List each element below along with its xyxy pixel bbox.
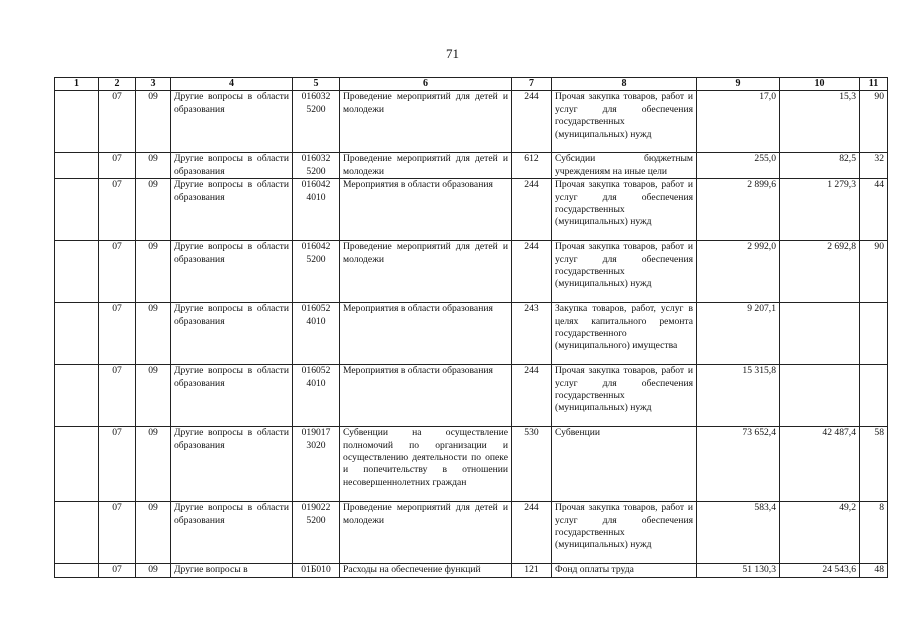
cell-expense-name: Прочая закупка товаров, работ и услуг для обеспечения государственных (муниципальных) нужд <box>552 241 697 303</box>
cell-target-name: Проведение мероприятий для детей и молодежи <box>340 153 512 179</box>
col-header: 2 <box>99 78 136 91</box>
cell-name: Другие вопросы в <box>171 564 293 577</box>
cell-target-code: 016052 4010 <box>293 303 340 365</box>
cell-target-code: 016032 5200 <box>293 153 340 179</box>
col-header: 10 <box>780 78 860 91</box>
col-header: 8 <box>552 78 697 91</box>
cell-target-code: 019017 3020 <box>293 427 340 502</box>
cell-section: 07 <box>99 365 136 427</box>
cell-name: Другие вопросы в области образования <box>171 427 293 502</box>
cell-target-name: Субвенции на осуществление полномочий по организации и осуществлению деятельности по опеке и попечительству в отношении несовершеннолетних граждан <box>340 427 512 502</box>
header-row <box>55 78 888 91</box>
cell-target-code: 016032 5200 <box>293 91 340 153</box>
cell-actual: 24 543,6 <box>780 564 860 577</box>
cell-plan: 15 315,8 <box>697 365 780 427</box>
cell-num <box>55 241 99 303</box>
cell-target-name: Проведение мероприятий для детей и молодежи <box>340 241 512 303</box>
cell-subsection: 09 <box>136 303 171 365</box>
cell-expense-code: 612 <box>512 153 552 179</box>
cell-percent: 44 <box>860 179 888 241</box>
cell-section: 07 <box>99 502 136 564</box>
col-header: 5 <box>293 78 340 91</box>
cell-subsection: 09 <box>136 502 171 564</box>
table-row <box>55 241 888 303</box>
cell-expense-code: 244 <box>512 179 552 241</box>
cell-num <box>55 502 99 564</box>
cell-plan: 2 992,0 <box>697 241 780 303</box>
cell-plan: 73 652,4 <box>697 427 780 502</box>
cell-actual: 2 692,8 <box>780 241 860 303</box>
cell-target-code: 016042 5200 <box>293 241 340 303</box>
cell-expense-name: Прочая закупка товаров, работ и услуг для обеспечения государственных (муниципальных) нужд <box>552 365 697 427</box>
table-row <box>55 427 888 502</box>
cell-plan: 583,4 <box>697 502 780 564</box>
cell-percent: 90 <box>860 91 888 153</box>
col-header: 6 <box>340 78 512 91</box>
cell-actual: 49,2 <box>780 502 860 564</box>
cell-num <box>55 179 99 241</box>
cell-name: Другие вопросы в области образования <box>171 179 293 241</box>
cell-plan: 2 899,6 <box>697 179 780 241</box>
cell-expense-code: 244 <box>512 365 552 427</box>
cell-subsection: 09 <box>136 153 171 179</box>
cell-num <box>55 91 99 153</box>
table-row <box>55 179 888 241</box>
cell-subsection: 09 <box>136 564 171 577</box>
cell-target-name: Расходы на обеспечение функций <box>340 564 512 577</box>
cell-num <box>55 303 99 365</box>
cell-percent: 32 <box>860 153 888 179</box>
cell-section: 07 <box>99 153 136 179</box>
table-row <box>55 303 888 365</box>
cell-target-code: 016052 4010 <box>293 365 340 427</box>
col-header: 7 <box>512 78 552 91</box>
budget-table <box>54 77 888 578</box>
cell-target-code: 016042 4010 <box>293 179 340 241</box>
cell-plan: 51 130,3 <box>697 564 780 577</box>
cell-expense-name: Прочая закупка товаров, работ и услуг для обеспечения государственных (муниципальных) нужд <box>552 502 697 564</box>
cell-num <box>55 153 99 179</box>
cell-expense-name: Субвенции <box>552 427 697 502</box>
cell-expense-code: 244 <box>512 91 552 153</box>
cell-actual: 82,5 <box>780 153 860 179</box>
cell-name: Другие вопросы в области образования <box>171 365 293 427</box>
col-header: 3 <box>136 78 171 91</box>
cell-section: 07 <box>99 303 136 365</box>
cell-section: 07 <box>99 179 136 241</box>
cell-percent <box>860 365 888 427</box>
cell-percent: 58 <box>860 427 888 502</box>
cell-actual: 15,3 <box>780 91 860 153</box>
cell-subsection: 09 <box>136 179 171 241</box>
cell-actual: 1 279,3 <box>780 179 860 241</box>
col-header: 9 <box>697 78 780 91</box>
cell-target-name: Мероприятия в области образования <box>340 365 512 427</box>
cell-plan: 17,0 <box>697 91 780 153</box>
table-row <box>55 365 888 427</box>
cell-percent <box>860 303 888 365</box>
cell-target-name: Проведение мероприятий для детей и молодежи <box>340 91 512 153</box>
cell-plan: 9 207,1 <box>697 303 780 365</box>
cell-percent: 48 <box>860 564 888 577</box>
col-header: 4 <box>171 78 293 91</box>
cell-expense-code: 530 <box>512 427 552 502</box>
cell-actual <box>780 303 860 365</box>
cell-percent: 90 <box>860 241 888 303</box>
col-header: 11 <box>860 78 888 91</box>
cell-expense-name: Прочая закупка товаров, работ и услуг для обеспечения государственных (муниципальных) нужд <box>552 91 697 153</box>
cell-percent: 8 <box>860 502 888 564</box>
cell-target-name: Мероприятия в области образования <box>340 179 512 241</box>
cell-expense-code: 244 <box>512 241 552 303</box>
cell-expense-name: Закупка товаров, работ, услуг в целях капитального ремонта государственного (муниципального) имущества <box>552 303 697 365</box>
cell-name: Другие вопросы в области образования <box>171 153 293 179</box>
cell-expense-code: 244 <box>512 502 552 564</box>
table-row <box>55 502 888 564</box>
cell-actual: 42 487,4 <box>780 427 860 502</box>
cell-target-code: 019022 5200 <box>293 502 340 564</box>
cell-expense-name: Прочая закупка товаров, работ и услуг для обеспечения государственных (муниципальных) нужд <box>552 179 697 241</box>
cell-subsection: 09 <box>136 91 171 153</box>
cell-subsection: 09 <box>136 365 171 427</box>
cell-num <box>55 365 99 427</box>
cell-actual <box>780 365 860 427</box>
cell-name: Другие вопросы в области образования <box>171 303 293 365</box>
cell-section: 07 <box>99 91 136 153</box>
cell-expense-name: Субсидии бюджетным учреждениям на иные цели <box>552 153 697 179</box>
cell-name: Другие вопросы в области образования <box>171 241 293 303</box>
cell-target-name: Проведение мероприятий для детей и молодежи <box>340 502 512 564</box>
cell-expense-code: 121 <box>512 564 552 577</box>
cell-section: 07 <box>99 241 136 303</box>
cell-num <box>55 427 99 502</box>
cell-section: 07 <box>99 427 136 502</box>
cell-plan: 255,0 <box>697 153 780 179</box>
cell-subsection: 09 <box>136 241 171 303</box>
cell-name: Другие вопросы в области образования <box>171 91 293 153</box>
table-row <box>55 564 888 577</box>
cell-subsection: 09 <box>136 427 171 502</box>
cell-target-code: 01Б010 <box>293 564 340 577</box>
table-row <box>55 153 888 179</box>
cell-section: 07 <box>99 564 136 577</box>
cell-expense-name: Фонд оплаты труда <box>552 564 697 577</box>
cell-expense-code: 243 <box>512 303 552 365</box>
cell-num <box>55 564 99 577</box>
cell-target-name: Мероприятия в области образования <box>340 303 512 365</box>
cell-name: Другие вопросы в области образования <box>171 502 293 564</box>
page-number: 71 <box>446 46 459 61</box>
table-row <box>55 91 888 153</box>
col-header: 1 <box>55 78 99 91</box>
